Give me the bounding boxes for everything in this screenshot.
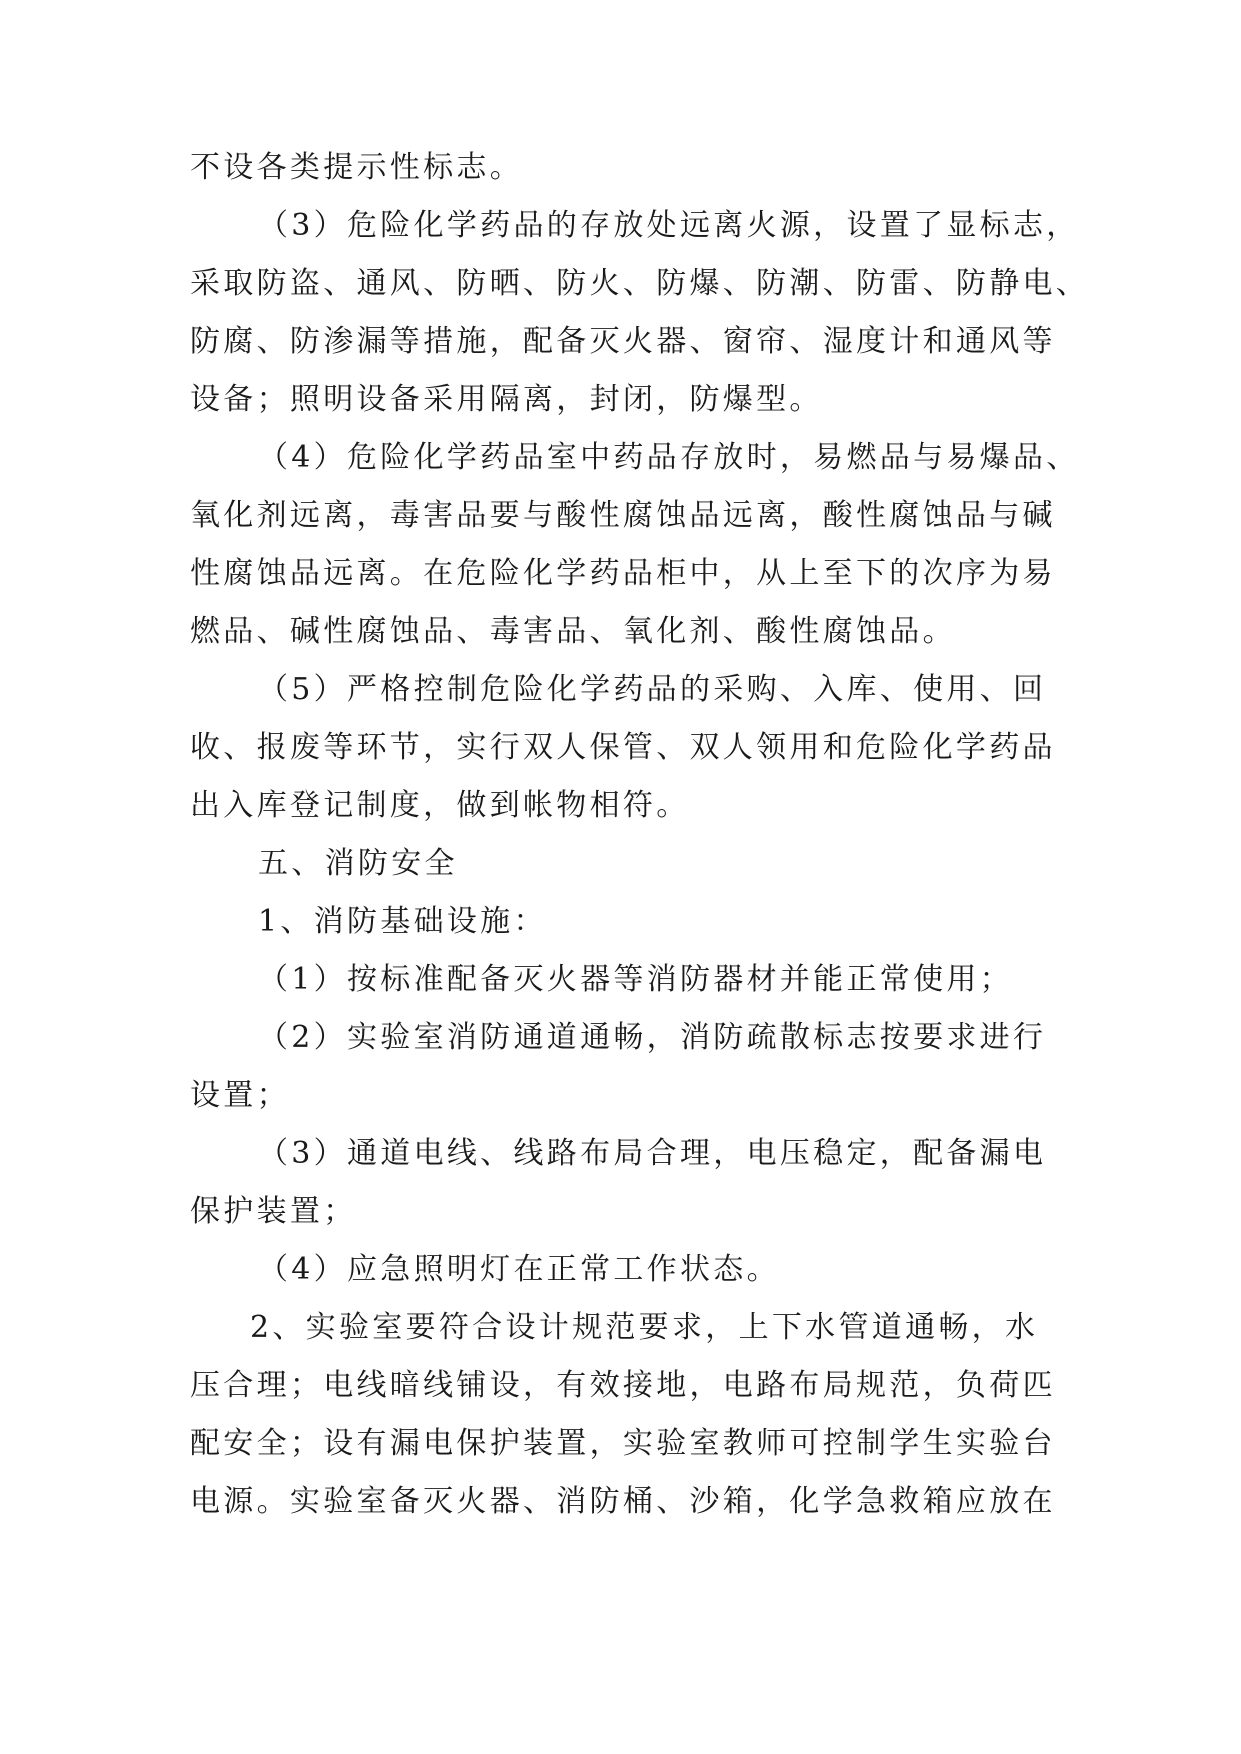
text-line-15: （1）按标准配备灭火器等消防器材并能正常使用； [258,962,1013,997]
text-line-18: （3）通道电线、线路布局合理，电压稳定，配备漏电 [258,1136,1047,1171]
text-line-22: 压合理；电线暗线铺设，有效接地，电路布局规范，负荷匹 [190,1368,1056,1403]
section-heading: 五、消防安全 [258,846,458,881]
text-line-17: 设置； [190,1078,290,1113]
text-line-6: （4）危险化学药品室中药品存放时，易燃品与易爆品、 [258,440,1080,475]
text-line-2: （3）危险化学药品的存放处远离火源，设置了显标志， [258,208,1080,243]
text-line-23: 配安全；设有漏电保护装置，实验室教师可控制学生实验台 [190,1426,1056,1461]
text-line-14: 1、消防基础设施： [258,904,547,939]
text-line-7: 氧化剂远离，毒害品要与酸性腐蚀品远离，酸性腐蚀品与碱 [190,498,1056,533]
text-line-11: 收、报废等环节，实行双人保管、双人领用和危险化学药品 [190,730,1056,765]
text-line-5: 设备；照明设备采用隔离，封闭，防爆型。 [190,382,823,417]
text-line-16: （2）实验室消防通道通畅，消防疏散标志按要求进行 [258,1020,1047,1055]
text-line-20: （4）应急照明灯在正常工作状态。 [258,1252,780,1287]
text-line-1: 不设各类提示性标志。 [190,150,523,185]
text-line-10: （5）严格控制危险化学药品的采购、入库、使用、回 [258,672,1047,707]
text-line-24: 电源。实验室备灭火器、消防桶、沙箱，化学急救箱应放在 [190,1484,1056,1519]
text-line-8: 性腐蚀品远离。在危险化学药品柜中，从上至下的次序为易 [190,556,1056,591]
text-line-3: 采取防盗、通风、防晒、防火、防爆、防潮、防雷、防静电、 [190,266,1090,301]
text-line-4: 防腐、防渗漏等措施，配备灭火器、窗帘、湿度计和通风等 [190,324,1056,359]
text-line-19: 保护装置； [190,1194,357,1229]
text-line-9: 燃品、碱性腐蚀品、毒害品、氧化剂、酸性腐蚀品。 [190,614,956,649]
text-line-12: 出入库登记制度，做到帐物相符。 [190,788,690,823]
text-line-21: 2、实验室要符合设计规范要求，上下水管道通畅，水 [250,1310,1039,1345]
